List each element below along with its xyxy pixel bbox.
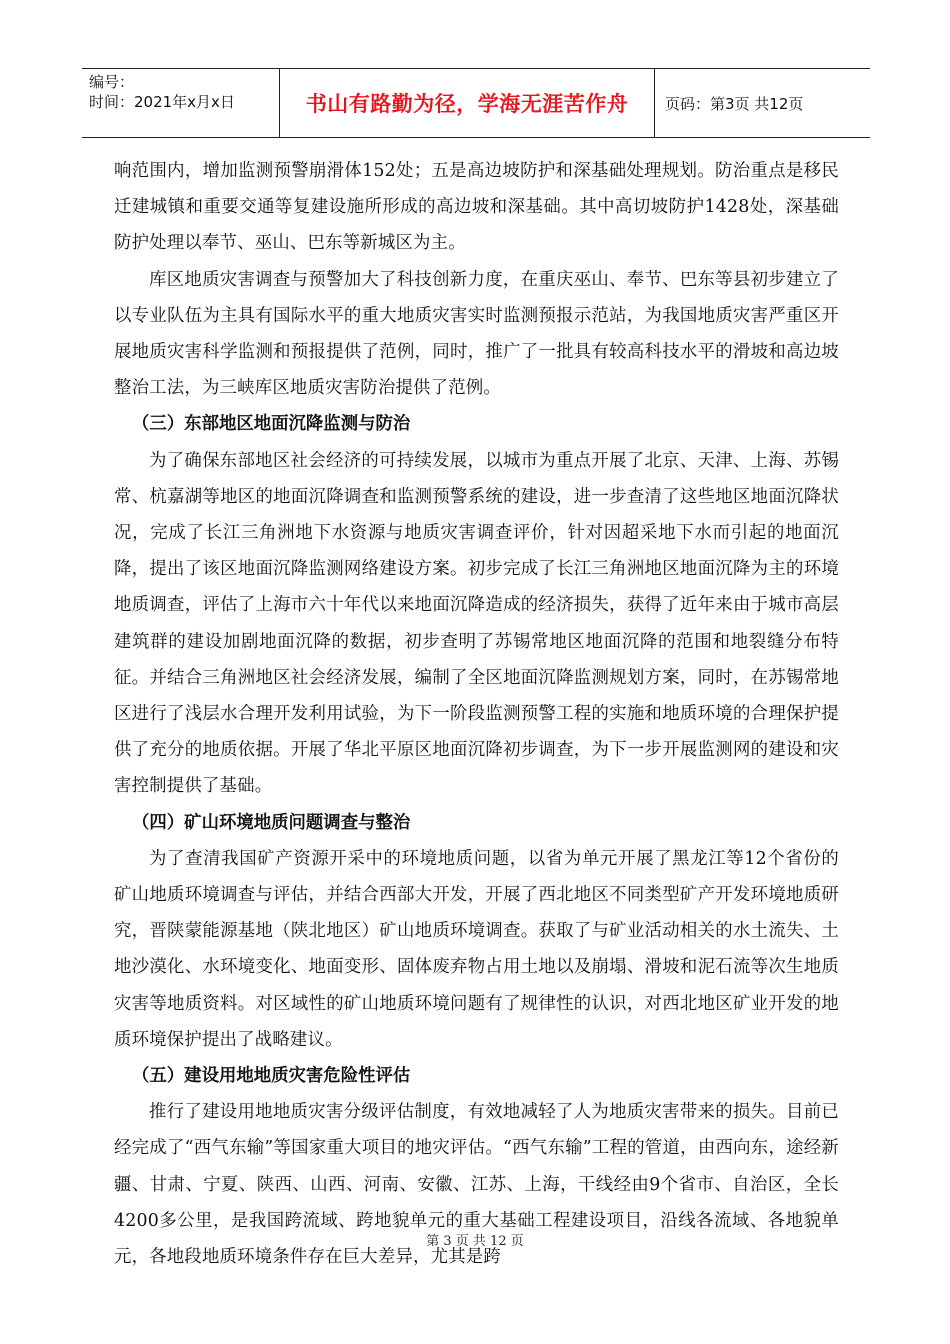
paragraph: 推行了建设用地地质灾害分级评估制度，有效地减轻了人为地质灾害带来的损失。目前已经完成了“西气东输”等国家重大项目的地灾评估。“西气东输”工程的管道，由西向东，途经新疆、甘肃、宁夏、陕西、山西、河南、安徽、江苏、上海，干线经由9个省市、自治区，全长4200多公里，是我国跨流域、跨地貌单元的重大基础工程建设项目，沿线各流域、各地貌单元，各地段地质环境条件存在巨大差异，尤其是跨 (114, 1102, 839, 1268)
paragraph: 为了查清我国矿产资源开采中的环境地质问题，以省为单元开展了黑龙江等12个省份的矿山地质环境调查与评估，并结合西部大开发，开展了西北地区不同类型矿产开发环境地质研究，晋陕蒙能源基地（陕北地区）矿山地质环境调查。获取了与矿业活动相关的水土流失、土地沙漠化、水环境变化、地面变形、固体废弃物占用土地以及崩塌、滑坡和泥石流等次生地质灾害等地质资料。对区域性的矿山地质环境问题有了规律性的认识，对西北地区矿业开发的地质环境保护提出了战略建议。 (114, 848, 839, 1050)
section-heading: （五）建设用地地质灾害危险性评估 (132, 1066, 411, 1087)
document-date-label: 时间：2021年x月x日 (89, 93, 235, 111)
paragraph: 响范围内，增加监测预警崩滑体152处；五是高边坡防护和深基础处理规划。防治重点是移民迁建城镇和重要交通等复建设施所形成的高边坡和深基础。其中高切坡防护1428处，深基础防护处理以奉节、巫山、巴东等新城区为主。 (114, 161, 839, 254)
section-heading: （三）东部地区地面沉降监测与防治 (132, 414, 411, 435)
document-number-label: 编号： (89, 73, 135, 91)
page-footer: 第 3 页 共 12 页 (426, 1234, 524, 1249)
paragraph: 为了确保东部地区社会经济的可持续发展，以城市为重点开展了北京、天津、上海、苏锡常、杭嘉湖等地区的地面沉降调查和监测预警系统的建设，进一步查清了这些地区地面沉降状况，完成了长江三角洲地下水资源与地质灾害调查评价，针对因超采地下水而引起的地面沉降，提出了该区地面沉降监测网络建设方案。初步完成了长江三角洲地区地面沉降为主的环境地质调查，评估了上海市六十年代以来地面沉降造成的经济损失，获得了近年来由于城市高层建筑群的建设加剧地面沉降的数据，初步查明了苏锡常地区地面沉降的范围和地裂缝分布特征。并结合三角洲地区社会经济发展，编制了全区地面沉降监测规划方案，同时，在苏锡常地区进行了浅层水合理开发利用试验，为下一阶段监测预警工程的实施和地质环境的合理保护提供了充分的地质依据。开展了华北平原区地面沉降初步调查，为下一步开展监测网的建设和灾害控制提供了基础。 (114, 450, 839, 797)
page-header (82, 68, 870, 138)
paragraph: 库区地质灾害调查与预警加大了科技创新力度，在重庆巫山、奉节、巴东等县初步建立了以专业队伍为主具有国际水平的重大地质灾害实时监测预报示范站，为我国地质灾害严重区开展地质灾害科学监测和预报提供了范例，同时，推广了一批具有较高科技水平的滑坡和高边坡整治工法，为三峡库区地质灾害防治提供了范例。 (114, 269, 839, 399)
section-heading: （四）矿山环境地质问题调查与整治 (132, 812, 411, 833)
header-motto: 书山有路勤为径，学海无涯苦作舟 (280, 69, 655, 137)
header-page-number: 页码：第3页 共12页 (665, 94, 804, 113)
document-body (114, 153, 839, 1275)
header-left-cell (82, 69, 280, 137)
